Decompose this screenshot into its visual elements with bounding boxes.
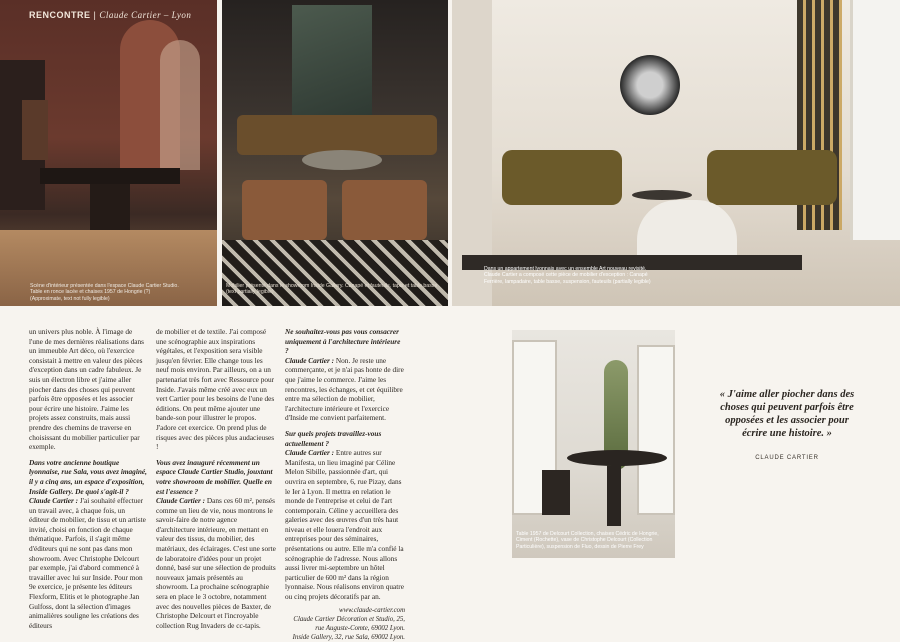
article-column-3 — [285, 327, 405, 642]
address-line: Claude Cartier Décoration et Studio, 25, — [293, 615, 405, 623]
interview-question: Sur quels projets travaillez-vous actuellement ? — [285, 428, 382, 448]
section-subtitle: Claude Cartier – Lyon — [99, 10, 192, 20]
section-header: RENCONTRE | Claude Cartier – Lyon — [29, 10, 192, 20]
answer-text: Entre autres sur Manifesta, un lieu imaginé par Céline Melon Sibille, passionnée d'art, qui ouvrira en septembre, 6, rue Pizay, dans le Ier à Lyon. Il mettra en relation le monde de l'entreprise et celui de l'art contemporain. Céline y accueillera des galeries avec des œuvres d'un très haut niveau et elle louera l'endroit aux entreprises pour des séminaires, présentations ou autre. Elle m'a confié la scénographie de l'adresse. Nous allons aussi livrer mi-septembre un hôtel particulier de 600 m² dans la région lyonnaise. Nous réalisons environ quatre ou cinq projets décoratifs par an. — [285, 448, 404, 602]
answer-speaker: Claude Cartier : — [285, 448, 335, 458]
address-line: rue Auguste-Comte, 69002 Lyon. — [315, 624, 405, 632]
address-block — [285, 606, 405, 642]
answer-speaker: Claude Cartier : — [156, 496, 206, 506]
interview-answer — [29, 496, 147, 630]
photo1-caption: Scène d'intérieur présentée dans l'espace Claude Cartier Studio. Table en ronce lacée et chaises 1957 de Hongrie (?) (Approximate, text not fully legible) — [30, 283, 179, 302]
interview-question: Ne souhaitez-vous pas vous consacrer uniquement à l'architecture intérieure ? — [285, 327, 401, 356]
photo3-caption: Dans un appartement lyonnais avec un ensemble Art nouveau revisité. Claude Cartier a composé cette pièce de mobilier d'exception : Canapé Ferrière, lampadaire, table basse, suspension, fauteuils (partially legible) — [484, 266, 651, 285]
photo4-caption: Table 1957 de Delcourt Collection, chaises Cédric de Hongrie, Ciment (Rochette), vase de Christophe Delcourt (Collection Particulière), suspension de Fluo, dessin de Pierre Frey — [516, 531, 659, 550]
article-intro: un univers plus noble. À l'image de l'une de mes dernières réalisations dans un immeuble Art déco, où l'exercice consistait à mettre en valeur des pièces d'exception dans un cadre fabuleux. Je suis un électron libre et j'aime aller piocher dans des choses qui peuvent parfois être opposées et les associer pour écrire une histoire. J'aime les projets assez construits, mais aussi prendre des chemins de traverse en choisissant du mobilier particulier par exemple. — [29, 327, 144, 452]
photo-dining-table — [512, 330, 675, 558]
photo-lounge — [222, 0, 448, 306]
article-paragraph: de mobilier et de textile. J'ai composé une scénographie aux inspirations végétales, et l'exposition sera visible jusqu'en février. Elle change tous les neuf mois environ. Par ailleurs, on a un partenariat très fort avec Ressource pour Inside. J'avais même créé avec eux un vert Cartier pour les besoins de l'une des éditions. On peut même ajouter une bande-son pour illustrer le propos. J'adore cet exercice. On prend plus de risques avec des pièces plus audacieuses ! — [156, 327, 275, 452]
pull-quote: « J'aime aller piocher dans des choses qui peuvent parfois être opposées et les associer pour écrire une histoire. » — [719, 389, 855, 439]
article-column-1 — [29, 327, 147, 630]
answer-speaker: Claude Cartier : — [29, 496, 79, 506]
article-column-2 — [156, 327, 276, 630]
photo-living-room — [452, 0, 900, 306]
interview-answer — [285, 448, 405, 602]
interview-question: Vous avez inauguré récemment un espace Claude Cartier Studio, jouxtant votre showroom de mobilier. Quelle en est l'essence ? — [156, 457, 273, 496]
answer-speaker: Claude Cartier : — [285, 355, 335, 365]
website-link[interactable]: www.claude-cartier.com — [339, 606, 405, 614]
address-line: Inside Gallery, 32, rue Sala, 69002 Lyon. — [292, 633, 405, 641]
interview-answer — [156, 496, 276, 630]
answer-text: Non. Je reste une commerçante, et je n'ai pas honte de dire que j'aime le commerce. J'aime les rencontres, les échanges, et cet équilibre entre ma sélection de mobilier, l'architecture intérieure et l'exercice d'Inside me convient parfaitement. — [285, 355, 404, 423]
photo-dining-room — [0, 0, 217, 306]
answer-text: J'ai souhaité effectuer un travail avec, à chaque fois, un éditeur de mobilier, de tissu et un artiste invité, choisi en fonction de chaque thématique. Parfois, il s'agit même d'éditeurs qui ne sont pas dans mon showroom. Avec Christophe Delcourt par exemple, j'ai d'abord commencé à travailler avec lui sur Inside. Pour mon 9e exercice, je présente les éditeurs Flexform, Elitis et le photographe Jan Gulfoss, dont la sélection d'images animalières souligne les créations des éditeurs — [29, 496, 146, 630]
interview-question: Dans votre ancienne boutique lyonnaise, rue Sala, vous avez imaginé, il y a cinq ans, un espace d'exposition, Inside Gallery. De quoi s'agit-il ? — [29, 457, 147, 496]
pull-quote-author: CLAUDE CARTIER — [755, 455, 819, 461]
interview-answer — [285, 356, 405, 423]
answer-text: Dans ces 60 m², pensés comme un lieu de vie, nous montrons le savoir-faire de notre agence d'architecture intérieure, en mettant en valeur des tissus, du mobilier, des matériaux, des éclairages. C'est une sorte de laboratoire d'idées pour un projet donné, basé sur une sélection de produits nouveaux jamais présentés au showroom. La prochaine scénographie sera en place le 3 octobre, notamment avec des nouvelles pièces de Baxter, de Christophe Delcourt et l'incroyable collection Rug Invaders de cc-tapis. — [156, 496, 276, 630]
section-label: RENCONTRE — [29, 10, 91, 20]
photo2-caption: Mobilier présenté dans le showroom Inside Gallery. Canapé et fauteuils, tapis et table basse (text partially legible) — [226, 283, 438, 296]
